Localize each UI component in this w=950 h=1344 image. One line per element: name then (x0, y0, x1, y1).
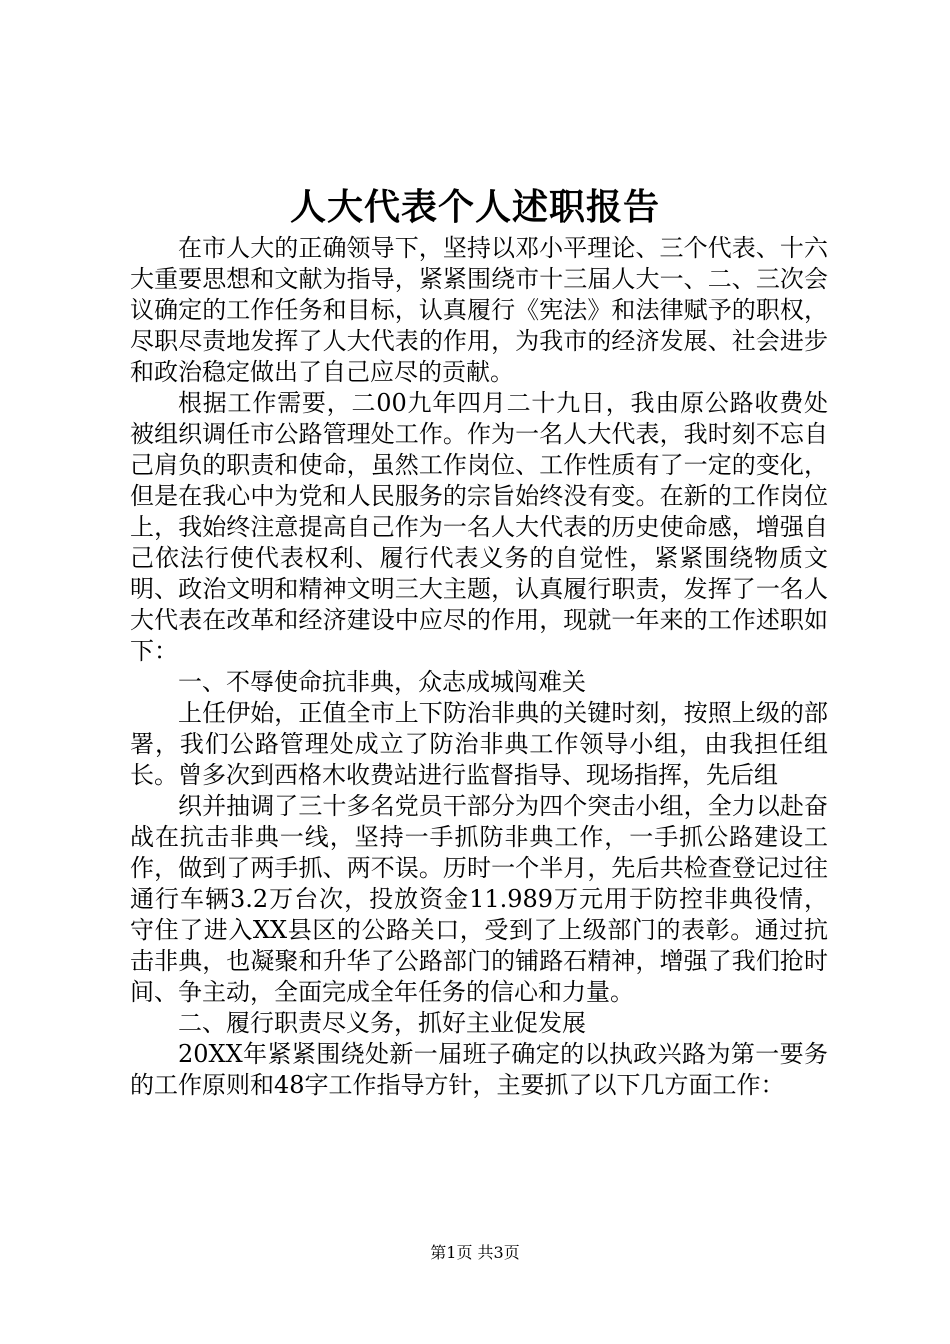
document-title: 人大代表个人述职报告 (289, 186, 660, 228)
section-heading: 一、不辱使命抗非典，众志成城闯难关 (178, 668, 586, 696)
paragraph: 织并抽调了三十多名党员干部分为四个突击小组，全力以赴奋战在抗击非典一线，坚持一手抓防非典工作，一手抓公路建设工作，做到了两手抓、两不误。历时一个半月，先后共检查登记过往通行车辆3.2万台次，投放资金11.989万元用于防控非典役情，守住了进入XX县区的公路关口，受到了上级部门的表彰。通过抗击非典，也凝聚和升华了公路部门的铺路石精神，增强了我们抢时间、争主动，全面完成全年任务的信心和力量。 (130, 792, 828, 1006)
section-heading: 二、履行职责尽义务，抓好主业促发展 (178, 1009, 586, 1037)
document-body (130, 233, 828, 1101)
page-footer: 第1页 共3页 (430, 1243, 520, 1262)
paragraph: 在市人大的正确领导下，坚持以邓小平理论、三个代表、十六大重要思想和文献为指导，紧紧围绕市十三届人大一、二、三次会议确定的工作任务和目标，认真履行《宪法》和法律赋予的职权，尽职尽责地发挥了人大代表的作用，为我市的经济发展、社会进步和政治稳定做出了自己应尽的贡献。 (130, 234, 828, 386)
paragraph: 上任伊始，正值全市上下防治非典的关键时刻，按照上级的部署，我们公路管理处成立了防治非典工作领导小组，由我担任组长。曾多次到西格木收费站进行监督指导、现场指挥，先后组 (130, 699, 828, 789)
paragraph: 20XX年紧紧围绕处新一届班子确定的以执政兴路为第一要务的工作原则和48字工作指导方针，主要抓了以下几方面工作： (130, 1040, 828, 1099)
paragraph: 根据工作需要，二00九年四月二十九日，我由原公路收费处被组织调任市公路管理处工作。作为一名人大代表，我时刻不忘自己肩负的职责和使命，虽然工作岗位、工作性质有了一定的变化，但是在我心中为党和人民服务的宗旨始终没有变。在新的工作岗位上，我始终注意提高自己作为一名人大代表的历史使命感，增强自己依法行使代表权利、履行代表义务的自觉性，紧紧围绕物质文明、政治文明和精神文明三大主题，认真履行职责，发挥了一名人大代表在改革和经济建设中应尽的作用，现就一年来的工作述职如下： (130, 389, 828, 665)
